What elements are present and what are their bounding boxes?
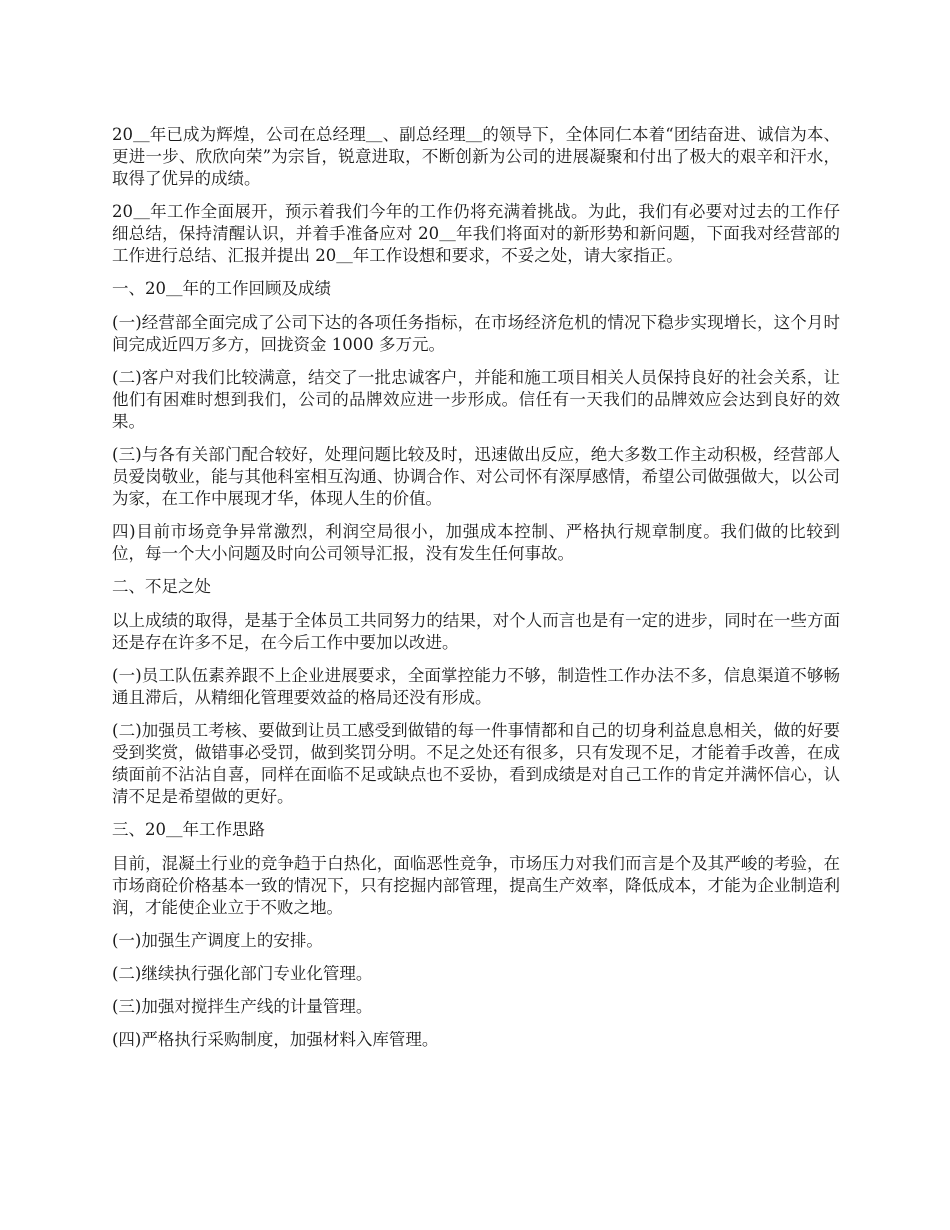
section-heading-review: 一、20＿年的工作回顾及成绩: [112, 279, 331, 298]
plan-paragraph: 目前，混凝土行业的竞争趋于白热化，面临恶性竞争，市场压力对我们而言是个及其严峻的考验，在市场商砼价格基本一致的情况下，只有挖掘内部管理，提高生产效率，降低成本，才能为企业制造利润，才能使企业立于不败之地。: [112, 854, 840, 917]
list-item-achievement-1: (一)经营部全面完成了公司下达的各项任务指标，在市场经济危机的情况下稳步实现增长，这个月时间完成近四万多方，回拢资金 1000 多万元。: [112, 313, 840, 354]
intro-paragraph-2: 20＿年工作全面展开，预示着我们今年的工作仍将充满着挑战。为此，我们有必要对过去的工作仔细总结，保持清醒认识，并着手准备应对 20＿年我们将面对的新形势和新问题，下面我对经营部的工作进行总结、汇报并提出 20＿年工作设想和要求，不妥之处，请大家指正。: [112, 202, 840, 265]
list-item-plan-3: (三)加强对搅拌生产线的计量管理。: [112, 997, 373, 1016]
section-heading-shortcomings: 二、不足之处: [112, 577, 211, 596]
list-item-achievement-2: (二)客户对我们比较满意，结交了一批忠诚客户，并能和施工项目相关人员保持良好的社会关系，让他们有困难时想到我们，公司的品牌效应进一步形成。信任有一天我们的品牌效应会达到良好的效果。: [112, 368, 840, 431]
document-page: [112, 124, 840, 1062]
section-heading-plan: 三、20＿年工作思路: [112, 820, 265, 839]
list-item-plan-1: (一)加强生产调度上的安排。: [112, 931, 323, 950]
list-item-shortcoming-1: (一)员工队伍素养跟不上企业进展要求，全面掌控能力不够，制造性工作办法不多，信息渠道不够畅通且滞后，从精细化管理要效益的格局还没有形成。: [112, 666, 840, 707]
list-item-plan-2: (二)继续执行强化部门专业化管理。: [112, 964, 373, 983]
list-item-plan-4: (四)严格执行采购制度，加强材料入库管理。: [112, 1030, 439, 1049]
intro-paragraph: 20＿年已成为辉煌，公司在总经理＿、副总经理＿的领导下，全体同仁本着“团结奋进、诚信为本、更进一步、欣欣向荣”为宗旨，锐意进取，不断创新为公司的进展凝聚和付出了极大的艰辛和汗水，取得了优异的成绩。: [112, 125, 840, 188]
shortcomings-paragraph: 以上成绩的取得，是基于全体员工共同努力的结果，对个人而言也是有一定的进步，同时在一些方面还是存在许多不足，在今后工作中要加以改进。: [112, 611, 840, 652]
list-item-achievement-4: 四)目前市场竞争异常激烈，利润空局很小，加强成本控制、严格执行规章制度。我们做的比较到位，每一个大小问题及时向公司领导汇报，没有发生任何事故。: [112, 522, 840, 563]
list-item-achievement-3: (三)与各有关部门配合较好，处理问题比较及时，迅速做出反应，绝大多数工作主动积极，经营部人员爱岗敬业，能与其他科室相互沟通、协调合作、对公司怀有深厚感情，希望公司做强做大，以公司为家，在工作中展现才华，体现人生的价值。: [112, 445, 840, 508]
list-item-shortcoming-2: (二)加强员工考核、要做到让员工感受到做错的每一件事情都和自己的切身利益息息相关，做的好要受到奖赏，做错事必受罚，做到奖罚分明。不足之处还有很多，只有发现不足，才能着手改善，在成绩面前不沾沾自喜，同样在面临不足或缺点也不妥协，看到成绩是对自己工作的肯定并满怀信心，认清不足是希望做的更好。: [112, 721, 840, 806]
